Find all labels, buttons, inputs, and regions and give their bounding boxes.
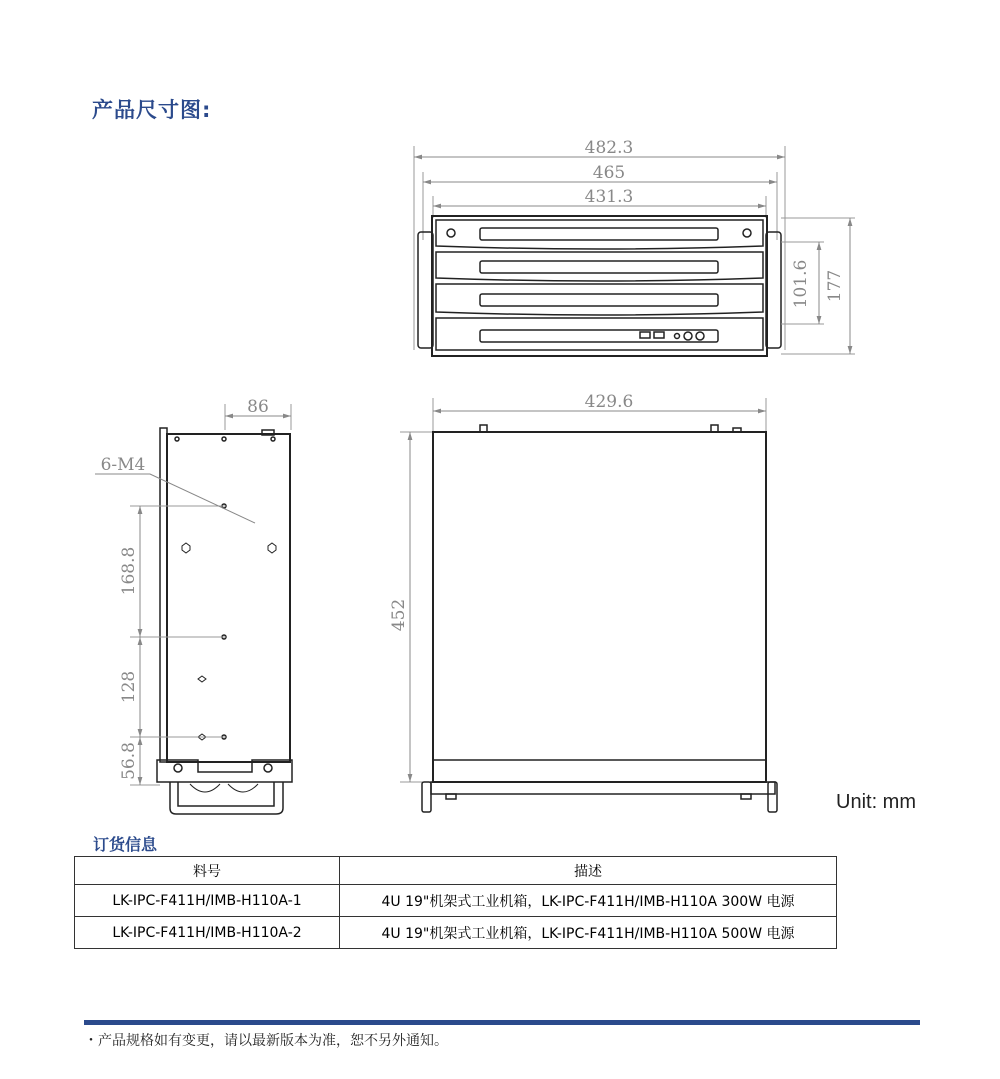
table-header-row — [75, 857, 837, 885]
description-cell: 4U 19"机架式工业机箱，LK-IPC-F411H/IMB-H110A 300W 电源 — [340, 885, 837, 917]
dim-inner-width: 431.3 — [584, 187, 634, 207]
dim-overall-height: 177 — [825, 269, 845, 303]
front-view — [414, 146, 855, 356]
part-number-cell: LK-IPC-F411H/IMB-H110A-2 — [75, 917, 340, 949]
side-dim-lines — [140, 416, 291, 785]
page-title: 产品尺寸图: — [92, 98, 212, 122]
footer-divider — [84, 1020, 920, 1025]
column-header-description: 描述 — [340, 857, 837, 885]
footer-note: ・产品规格如有变更，请以最新版本为准，恕不另外通知。 — [84, 1033, 448, 1049]
dim-inner-height: 101.6 — [791, 259, 811, 309]
part-number-cell: LK-IPC-F411H/IMB-H110A-1 — [75, 885, 340, 917]
dim-spacing-3: 56.8 — [119, 742, 139, 780]
dim-spacing-1: 168.8 — [119, 546, 139, 596]
ordering-title: 订货信息 — [93, 835, 158, 854]
top-view — [400, 398, 777, 812]
dim-overall-width: 482.3 — [584, 138, 634, 158]
table-row — [75, 917, 837, 949]
dim-spacing-2: 128 — [119, 670, 139, 704]
column-header-part: 料号 — [75, 857, 340, 885]
top-dim-lines — [410, 411, 766, 782]
dim-screw-label: 6-M4 — [100, 455, 146, 475]
dim-top-length: 452 — [389, 598, 409, 632]
table-row — [75, 885, 837, 917]
ordering-table — [74, 856, 837, 949]
description-cell: 4U 19"机架式工业机箱，LK-IPC-F411H/IMB-H110A 500W 电源 — [340, 917, 837, 949]
dim-mid-width: 465 — [592, 163, 626, 183]
dim-side-depth: 86 — [247, 397, 269, 417]
dim-top-width: 429.6 — [584, 392, 634, 412]
unit-label: Unit: mm — [836, 791, 916, 813]
